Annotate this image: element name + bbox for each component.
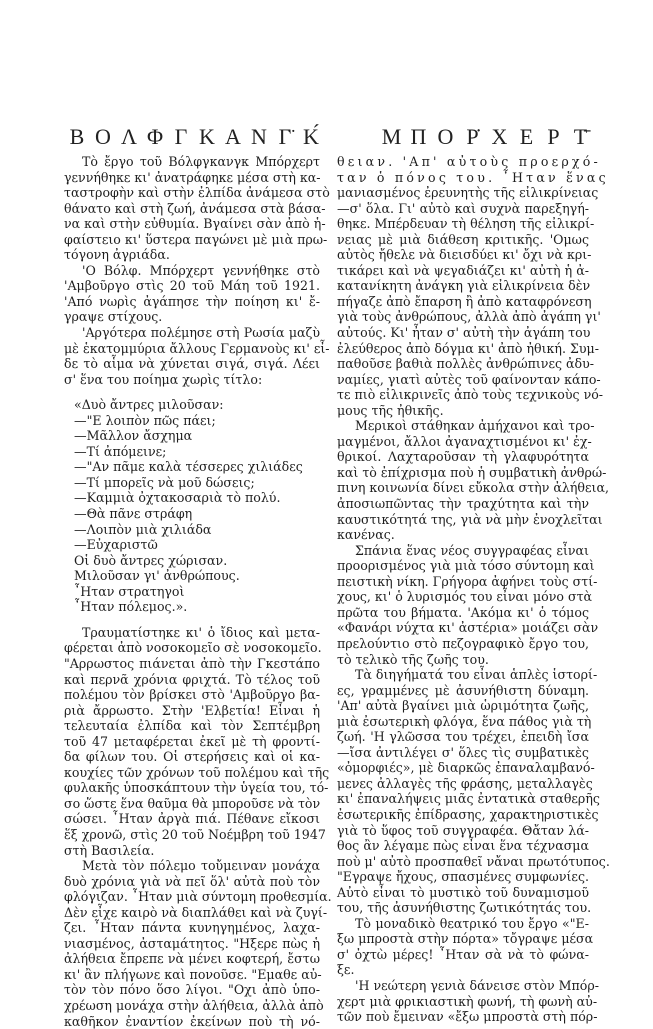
text-line: μαγμένοι, ἄλλοι ἀγαναχτισμένοι κι' ἐχ- xyxy=(337,433,592,449)
title-letter: Ρ̇ xyxy=(466,124,479,149)
text-line: αὐτούς. Κι' ἦταν σ' αὐτὴ τὴν ἀγάπη του xyxy=(337,325,591,341)
text-line: παθοῦσε βαθιὰ πολλὲς ἀνθρώπινες ἀδυ- xyxy=(337,356,595,372)
text-line: «Φανάρι νύχτα κι' ἀστέρια» μοιάζει σὰν xyxy=(337,620,599,636)
text-line: πρῶτα του βήματα. 'Ακόμα κι' ὁ τόμος xyxy=(337,604,589,620)
paragraph xyxy=(64,624,330,858)
text-line: ταν ὁ πόνος του. ῏Ηταν ἕνας xyxy=(337,169,609,185)
text-line: Αὐτὸ εἶναι τὸ μυστικὸ τοῦ δυναμισμοῦ xyxy=(337,884,589,900)
title-letter: Λ xyxy=(121,124,137,149)
text-line: πειστικὴ νίκη. Γρήγορα ἀφήνει τοὺς στί- xyxy=(337,573,598,589)
text-line: θειαν. 'Απ' αὐτοὺς προερχό- xyxy=(337,154,601,169)
text-line: πολέμου τὸν βρίσκει στὸ 'Αμβοῦργο βα- xyxy=(64,687,320,703)
text-line: φαίστειο κι' ὕστερα παγώνει μὲ μιὰ πρω- xyxy=(64,231,328,247)
text-line: ἐλεύθερος ἀπὸ δόγμα κι' ἀπὸ ἠθική. Συμ- xyxy=(337,340,599,356)
text-line: ες, γραμμένες μὲ ἀσυνήθιστη δύναμη. xyxy=(337,682,589,698)
paragraph xyxy=(337,542,599,667)
paragraph xyxy=(337,977,600,1025)
text-line: σώσει. ῏Ηταν ἀργὰ πιά. Πέθανε εἴκοσι xyxy=(64,811,320,827)
paragraph xyxy=(337,667,610,916)
title-letter: Κ́ xyxy=(303,124,319,149)
text-line: πρελούντιο στὸ πεζογραφικὸ ἔργο του, xyxy=(337,635,589,651)
text-line: ἕξ χρονῶ, στὶς 20 τοῦ Νοέμβρη τοῦ 1947 xyxy=(64,826,326,842)
text-line: ζει. ῏Ηταν πάντα κυνηγημένος, λαχα- xyxy=(64,920,320,936)
text-line: αὐτὸς ἤθελε νὰ διεισδύει κι' ὄχι νὰ κρι- xyxy=(337,247,592,263)
title-letter: Α xyxy=(225,124,241,149)
text-line: μενες ἀλλαγὲς τῆς φράσης, μεταλλαγὲς xyxy=(337,775,593,791)
text-line: 'Απ' αὐτὰ βγαίνει μιὰ ὡριμότητα ζωῆς, xyxy=(337,698,589,714)
text-line: θάνατο καὶ στὴ ζωή, ἀνάμεσα στὰ βάσα- xyxy=(64,200,326,216)
text-line: Δὲν εἶχε καιρὸ νὰ διαπλάθει καὶ νὰ ζυγί- xyxy=(64,904,328,920)
text-line: νιασμένος, ἀσταμάτητος. "Ηξερε πὼς ἡ xyxy=(64,935,320,951)
right-column xyxy=(337,154,610,1025)
text-line: γιὰ τὸ ὕφος τοῦ συγγραφέα. Θἄταν λά- xyxy=(337,822,589,838)
text-line: νειας μὲ μιὰ διάθεση κριτικῆς. 'Ομως xyxy=(337,231,589,247)
paragraph-continued-spaced xyxy=(337,154,609,185)
text-line: —"Ε λοιπὸν πῶς πάει; xyxy=(74,412,216,428)
text-line: δυὸ χρόνια γιὰ νὰ πεῖ ὅλ' αὐτὰ ποὺ τὸν xyxy=(64,873,320,889)
title-letter: Χ xyxy=(491,124,508,149)
text-line: ναμίες, γιατὶ αὐτὲς τοῦ φαίνονταν κάπο- xyxy=(337,371,601,387)
text-line: πινη κοινωνία δίνει εὔκολα στὴν ἀλήθεια, xyxy=(337,480,609,496)
text-line: τοῦ 47 μεταφέρεται ἐκεῖ μὲ τὴ φροντί- xyxy=(64,733,320,749)
text-line: 'Η νεώτερη γενιὰ δάνεισε στὸν Μπόρ- xyxy=(355,977,600,993)
text-line: Τραυματίστηκε κι' ὁ ἴδιος καὶ μετα- xyxy=(82,624,320,640)
text-line: 'Ο Βόλφ. Μπόρχερτ γεννήθηκε στὸ xyxy=(82,262,320,278)
text-line: θρικοί. Λαχταροῦσαν τὴ γλαφυρότητα xyxy=(337,449,589,465)
title-letter: Μ xyxy=(381,124,402,149)
text-line: Τὰ διηγήματά του εἶναι ἁπλὲς ἱστορί- xyxy=(355,667,598,683)
text-line: προορισμένος γιὰ μιὰ τόσο σύντομη καὶ xyxy=(337,558,595,574)
text-line: κουχίες τῶν χρόνων τοῦ πολέμου καὶ τῆς xyxy=(64,764,330,780)
text-line: μους τῆς ἠθικῆς. xyxy=(337,402,444,418)
text-line: φλόγιζαν. ῏Ηταν μιὰ σύντομη προθεσμία. xyxy=(64,889,332,905)
text-line: ῏Ηταν πόλεμος.». xyxy=(74,599,188,615)
text-line: τε πιὸ εἰλικρινεῖς ἀπὸ τοὺς τεχνικοὺς νό- xyxy=(337,387,604,403)
text-line: γραψε στίχους. xyxy=(64,309,163,325)
text-line: κι' ἂν πλήγωνε καὶ πονοῦσε. "Εμαθε αὐ- xyxy=(64,966,322,982)
paragraph xyxy=(337,915,594,978)
text-line: Μιλοῦσαν γι' ἀνθρώπους. xyxy=(74,568,240,584)
paragraph xyxy=(337,418,609,543)
text-line: καὶ τὸ ἐπίχρισμα ποὺ ἡ συμβατικὴ ἀνθρώ- xyxy=(337,464,607,480)
text-line: μανιασμένος ἐρευνητὴς τῆς εἰλικρίνειας xyxy=(337,185,599,201)
text-line: ταστροφὴν καὶ στὴν ἐλπίδα ἀνάμεσα στὸ xyxy=(64,185,330,201)
text-line: θος ἂν λέγαμε πὼς εἶναι ἕνα τέχνασμα xyxy=(337,838,589,854)
title-letter: Κ xyxy=(199,124,215,149)
title-letter: Ο xyxy=(437,124,454,149)
text-line: ἀλήθεια ἔπρεπε νὰ μένει κοφτερή, ἔστω xyxy=(64,951,320,967)
text-line: χερτ μιὰ φρικιαστικὴ φωνή, τὴ φωνὴ αὐ- xyxy=(337,993,598,1009)
text-line: γιὰ τοὺς ἀνθρώπους, ἀλλὰ ἀπὸ ἀγάπη γι' xyxy=(337,309,601,325)
paragraph xyxy=(64,154,330,263)
text-line: «ὀμορφιές», μὲ διαρκῶς ἐπαναλαμβανό- xyxy=(337,760,595,776)
text-line: ξε. xyxy=(337,962,355,978)
text-line: —Θὰ πᾶνε στράφη xyxy=(74,506,193,522)
text-line: «Δυὸ ἄντρες μιλοῦσαν: xyxy=(74,397,224,413)
text-line: δα φίλων του. Οἱ στερήσεις καὶ οἱ κα- xyxy=(64,749,320,765)
text-line: τελευταία ἐλπίδα καὶ τὸν Σεπτέμβρη xyxy=(64,718,320,734)
text-line: —Τί μπορεῖς νὰ μοῦ δώσεις; xyxy=(74,474,255,490)
text-line: σο ὥστε ἕνα θαῦμα θὰ μποροῦσε νὰ τὸν xyxy=(64,795,321,811)
title-first-name xyxy=(64,124,324,150)
title-last-name xyxy=(378,124,594,150)
text-line: καὶ περνᾶ χρόνια φριχτά. Τὸ τέλος τοῦ xyxy=(64,671,320,687)
text-line: ῏Ηταν στρατηγοὶ xyxy=(74,583,185,599)
text-line: —Εὐχαριστῶ xyxy=(74,537,158,553)
text-line: —ἴσα ἀντιλέγει σ' ὅλες τὶς συμβατικὲς xyxy=(337,744,589,760)
text-line: 'Αργότερα πολέμησε στὴ Ρωσία μαζὺ xyxy=(82,325,320,341)
text-line: ἀποσιωπῶντας τὴν τραχύτητα καὶ τὴν xyxy=(337,496,589,512)
text-line: καθῆκον ἐναντίον ἐκείνων ποὺ τὴ νό- xyxy=(64,1013,320,1029)
text-line: χρέωση μονάχα στὴν ἀλήθεια, ἀλλὰ ἀπὸ xyxy=(64,997,324,1013)
text-line: πήγαζε ἀπὸ ἔπαρση ἢ ἀπὸ καταφρόνεση xyxy=(337,293,592,309)
paragraph xyxy=(64,263,320,325)
text-line: στὴ Βασιλεία. xyxy=(64,842,155,858)
text-line: δε τὸ αἷμα νὰ χύνεται σιγά, σιγά. Λέει xyxy=(64,356,320,372)
title-letter: Ν xyxy=(251,124,267,149)
text-line: "Αρρωστος πιάνεται ἀπὸ τὴν Γκεστάπο xyxy=(64,655,320,671)
text-line: φυλακῆς ὑποσκάπτουν τὴν ὑγεία του, τό- xyxy=(64,780,329,796)
text-line: Οἱ δυὸ ἄντρες χώρισαν. xyxy=(74,552,228,568)
text-line: Μερικοὶ στάθηκαν ἀμήχανοι καὶ τρο- xyxy=(355,418,595,434)
text-line: κατανίκητη ἀνάγκη γιὰ εἰλικρίνεια δὲν xyxy=(337,278,591,294)
paragraph xyxy=(64,325,330,387)
text-line: ἐσωτερικῆς ἐπίδρασης, χαρακτηριστικὲς xyxy=(337,806,599,822)
title-letter: Β xyxy=(69,124,85,149)
text-line: τόγονη ἀγριάδα. xyxy=(64,247,170,263)
text-line: —Λοιπὸν μιὰ χιλιάδα xyxy=(74,521,212,537)
title-letter: Τ̄ xyxy=(573,124,588,149)
text-line: γεννήθηκε κι' ἀνατράφηκε μέσα στὴ κα- xyxy=(64,169,321,185)
text-line: καυστικότητά της, γιὰ νὰ μὴν ἐνοχλεῖται xyxy=(337,511,603,527)
article-title xyxy=(64,124,594,150)
title-letter: Γ xyxy=(174,124,188,149)
text-line: του, τῆς ἀσυνήθιστης ζωτικότητάς του. xyxy=(337,900,592,916)
text-line: μιὰ ἐσωτερικὴ φλόγα, ἕνα πάθος γιὰ τὴ xyxy=(337,713,592,729)
text-line: τῶν ποὺ ἔμειναν «ἔξω μπροστὰ στὴ πόρ- xyxy=(337,1009,598,1025)
text-line: φέρεται ἀπὸ νοσοκομεῖο σὲ νοσοκομεῖο. xyxy=(64,640,322,656)
title-letter: Γ̈ xyxy=(278,124,292,149)
text-line: χους, κι' ὁ λυρισμός του εἶναι μόνο στὰ xyxy=(337,589,593,605)
text-line: μὲ ἑκατομμύρια ἄλλους Γερμανοὺς κι' εἶ- xyxy=(64,340,330,356)
text-line: —Καμμιὰ ὀχτακοσαριὰ τὸ πολύ. xyxy=(74,490,281,506)
text-line: Τὸ μοναδικὸ θεατρικό του ἔργο «"Ε- xyxy=(355,915,589,931)
text-line: κανένας. xyxy=(337,527,395,543)
text-line: Μετὰ τὸν πόλεμο τοὔμειναν μονάχα xyxy=(82,858,320,874)
title-letter: Ε xyxy=(519,124,534,149)
text-line: τὸν τὸν πόνο ὅσο λίγοι. "Οχι ἀπὸ ὑπο- xyxy=(64,982,320,998)
text-line: Τὸ ἔργο τοῦ Βόλφγκανγκ Μπόρχερτ xyxy=(82,154,320,169)
text-line: να καὶ στὴν εὐθυμία. Βγαίνει σὰν ἀπὸ ἡ- xyxy=(64,216,326,232)
text-line: θηκε. Μπέρδευαν τὴ θέληση τῆς εἰλικρί- xyxy=(337,216,595,232)
text-line: σ' ἕνα του ποίημα χωρὶς τίτλο: xyxy=(64,371,263,387)
text-line: —Μᾶλλον ἄσχημα xyxy=(74,428,193,444)
text-line: 'Από νωρὶς ἀγάπησε τὴν ποίηση κι' ἔ- xyxy=(64,293,320,309)
text-line: σ' ὀχτὼ μέρες! ῏Ηταν σὰ νὰ τὸ φώνα- xyxy=(337,946,589,962)
paragraph-continued xyxy=(337,185,604,418)
text-line: 'Αμβοῦργο στὶς 20 τοῦ Μάη τοῦ 1921. xyxy=(64,278,320,294)
title-letter: Π xyxy=(410,124,427,149)
text-line: Σπάνια ἕνας νέος συγγραφέας εἶναι xyxy=(355,542,589,558)
paragraph xyxy=(64,858,332,1029)
left-column xyxy=(64,154,332,1029)
text-line: κι' ἐπαναλήψεις μιᾶς ἐντατικὰ σταθερῆς xyxy=(337,791,600,807)
title-letter: Φ xyxy=(146,124,164,149)
text-line: ριὰ ἄρρωστο. Στὴν 'Ελβετία! Εἶναι ἡ xyxy=(64,702,320,718)
text-line: "Εγραψε ἤχους, σπασμένες συμφωνίες. xyxy=(337,869,589,885)
text-line: τικάρει καὶ νὰ ψεγαδιάζει κι' αὐτὴ ἡ ἀ- xyxy=(337,262,589,278)
title-letter: Ρ xyxy=(547,124,560,149)
text-line: ζωή. 'Η γλῶσσα του τρέχει, ἐπειδὴ ἴσα xyxy=(337,729,589,745)
text-line: —Τί ἀπόμεινε; xyxy=(74,443,167,459)
text-line: —σ' ὅλα. Γι' αὐτὸ καὶ συχνὰ παρεξηγή- xyxy=(337,200,589,216)
text-line: ποὺ μ' αὐτὸ προσπαθεῖ νἄναι πρωτότυπος. xyxy=(337,853,610,869)
text-line: ξω μπροστὰ στὴν πόρτα» τὄγραψε μέσα xyxy=(337,931,594,947)
poem-quote xyxy=(74,397,320,615)
title-letter: Ο xyxy=(95,124,111,149)
text-line: τὸ τελικὸ τῆς ζωῆς του. xyxy=(337,651,489,667)
text-line: —"Αν πᾶμε καλὰ τέσσερες χιλιάδες xyxy=(74,459,303,475)
